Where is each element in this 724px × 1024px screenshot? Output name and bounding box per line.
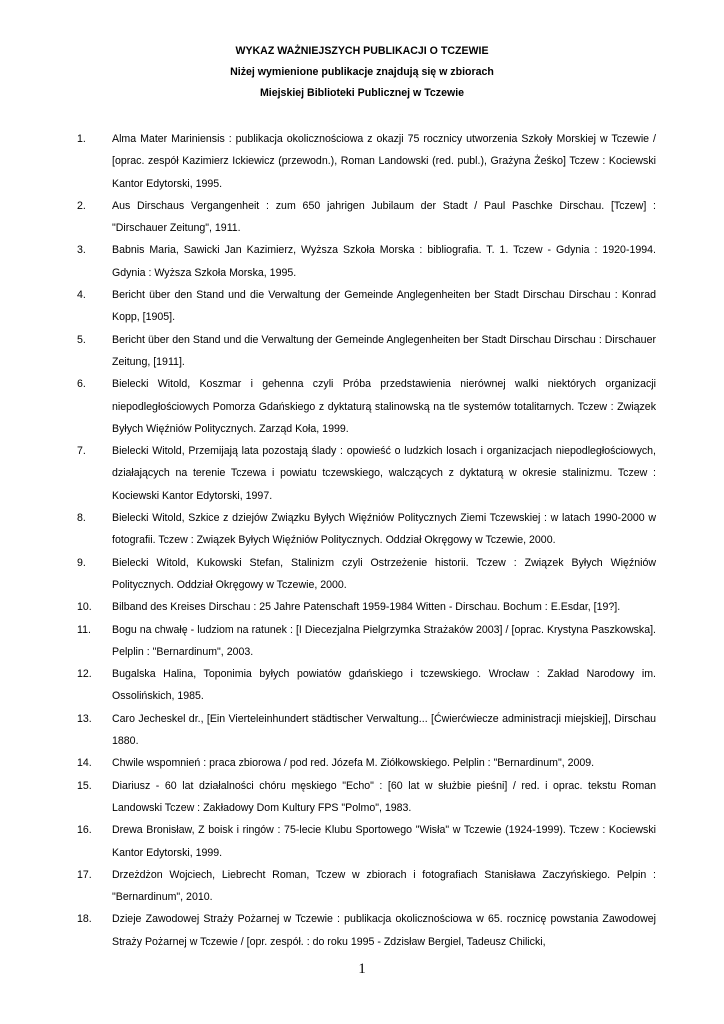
list-item-number: 9. — [77, 556, 86, 569]
list-item-text: Chwile wspomnień : praca zbiorowa / pod red. Józefa M. Ziółkowskiego. Pelplin : "Bernardinum", 2009. — [112, 757, 595, 770]
document-subtitle-line-1: Niżej wymienione publikacje znajdują się w zbiorach — [230, 66, 494, 78]
list-item — [0, 708, 724, 753]
list-item — [0, 552, 724, 597]
page-number: 1 — [358, 961, 366, 977]
list-item — [0, 775, 724, 820]
list-item-text: Aus Dirschaus Vergangenheit : zum 650 jahrigen Jubilaum der Stadt / Paul Paschke Dirschau. [Tczew] : "Dirschauer Zeitung", 1911. — [112, 199, 656, 235]
list-item-number: 16. — [77, 824, 92, 837]
list-item-number: 18. — [77, 913, 92, 926]
list-item — [0, 440, 724, 507]
document-header — [0, 41, 724, 104]
list-item — [0, 663, 724, 708]
list-item-number: 1. — [77, 133, 86, 145]
list-item-number: 4. — [77, 289, 86, 302]
list-item-text: Bielecki Witold, Przemijają lata pozostają ślady : opowieść o ludzkich losach i organizacjach niepodległościowych, działających na terenie Tczewa i powiatu tczewskiego, walczących z dyktaturą w okresie stalinizmu. Tczew : Kociewski Kantor Edytorski, 1997. — [112, 445, 656, 502]
list-item-text: Bericht über den Stand und die Verwaltung der Gemeinde Anglegenheiten ber Stadt Dirschau Dirschau : Konrad Kopp, [1905]. — [112, 289, 656, 324]
list-item — [0, 284, 724, 329]
list-item — [0, 752, 724, 774]
list-item-number: 3. — [77, 244, 86, 257]
list-item-text: Drewa Bronisław, Z boisk i ringów : 75-lecie Klubu Sportowego "Wisła" w Tczewie (1924-1999). Tczew : Kociewski Kantor Edytorski, 1999. — [112, 824, 656, 859]
list-item — [0, 619, 724, 664]
list-item-text: Bielecki Witold, Kukowski Stefan, Stalinizm czyli Ostrzeżenie historii. Tczew : Związek Byłych Więźniów Politycznych. Oddział Okręgowy w Tczewie, 2000. — [112, 556, 656, 591]
list-item-number: 6. — [77, 378, 86, 391]
list-item-number: 5. — [77, 333, 86, 346]
list-item-text: Alma Mater Mariniensis : publikacja okolicznościowa z okazji 75 rocznicy utworzenia Szkoły Morskiej w Tczewie / [oprac. zespół Kazimierz Ickiewicz (przewodn.), Roman Landowski (red. publ.), Grażyna Żeśko] Tczew : Kociewski Kantor Edytorski, 1995. — [112, 133, 656, 190]
list-item-text: Bielecki Witold, Szkice z dziejów Związku Byłych Więźniów Politycznych Ziemi Tczewskiej : w latach 1990-2000 w fotografii. Tczew : Związek Byłych Więźniów Politycznych. Oddział Okręgowy w Tczewie, 2000. — [112, 512, 656, 547]
list-item-text: Dzieje Zawodowej Straży Pożarnej w Tczewie : publikacja okolicznościowa w 65. rocznicę powstania Zawodowej Straży Pożarnej w Tczewie / [opr. zespół. : do roku 1995 - Zdzisław Bergiel, Tadeusz Chilicki, — [112, 913, 656, 948]
list-item-text: Bugalska Halina, Toponimia byłych powiatów gdańskiego i tczewskiego. Wrocław : Zakład Narodowy im. Ossolińskich, 1985. — [112, 668, 656, 703]
list-item-number: 14. — [77, 757, 92, 770]
list-item-text: Bogu na chwałę - ludziom na ratunek : [I Diecezjalna Pielgrzymka Strażaków 2003] / [oprac. Krystyna Paszkowska]. Pelplin : "Bernardinum", 2003. — [112, 623, 656, 658]
list-item-number: 8. — [77, 512, 86, 525]
list-item-number: 12. — [77, 668, 92, 681]
list-item-number: 13. — [77, 712, 92, 725]
list-item — [0, 195, 724, 240]
list-item-number: 2. — [77, 199, 86, 212]
list-item-number: 15. — [77, 779, 92, 792]
publication-list — [0, 128, 724, 953]
list-item — [0, 329, 724, 374]
list-item-text: Bilband des Kreises Dirschau : 25 Jahre Patenschaft 1959-1984 Witten - Dirschau. Bochum : E.Esdar, [19?]. — [112, 601, 621, 614]
list-item — [0, 507, 724, 552]
list-item — [0, 239, 724, 284]
list-item-text: Caro Jecheskel dr., [Ein Vierteleinhundert städtischer Verwaltung... [Ćwierćwiecze administracji miejskiej], Dirschau 1880. — [112, 712, 656, 748]
list-item-number: 17. — [77, 868, 92, 881]
list-item-number: 11. — [77, 623, 91, 636]
list-item-text: Bielecki Witold, Koszmar i gehenna czyli Próba przedstawienia nierównej walki niektórych organizacji niepodległościowych Pomorza Gdańskiego z dyktaturą stalinowską na tle systemów totalitarnych. Tczew : Związek Byłych Więźniów Politycznych. Zarząd Koła, 1999. — [112, 378, 656, 435]
list-item-text: Diariusz - 60 lat działalności chóru męskiego "Echo" : [60 lat w służbie pieśni] / red. i oprac. tekstu Roman Landowski Tczew : Zakładowy Dom Kultury FPS "Polmo", 1983. — [112, 779, 656, 814]
document-title: WYKAZ WAŻNIEJSZYCH PUBLIKACJI O TCZEWIE — [235, 45, 489, 57]
list-item — [0, 864, 724, 909]
list-item-text: Bericht über den Stand und die Verwaltung der Gemeinde Anglegenheiten ber Stadt Dirschau Dirschau : Dirschauer Zeitung, [1911]. — [112, 333, 656, 368]
list-item-text: Drzeżdżon Wojciech, Liebrecht Roman, Tczew w zbiorach i fotografiach Stanisława Zaczyńskiego. Pelpin : "Bernardinum", 2010. — [112, 868, 656, 904]
list-item-number: 10. — [77, 601, 92, 614]
list-item — [0, 373, 724, 440]
list-item — [0, 908, 724, 953]
list-item — [0, 819, 724, 864]
document-subtitle-line-2: Miejskiej Biblioteki Publicznej w Tczewie — [259, 87, 465, 99]
list-item — [0, 128, 724, 195]
list-item — [0, 596, 724, 618]
list-item-number: 7. — [77, 445, 86, 458]
list-item-text: Babnis Maria, Sawicki Jan Kazimierz, Wyższa Szkoła Morska : bibliografia. T. 1. Tczew - Gdynia : 1920-1994. Gdynia : Wyższa Szkoła Morska, 1995. — [112, 244, 656, 279]
